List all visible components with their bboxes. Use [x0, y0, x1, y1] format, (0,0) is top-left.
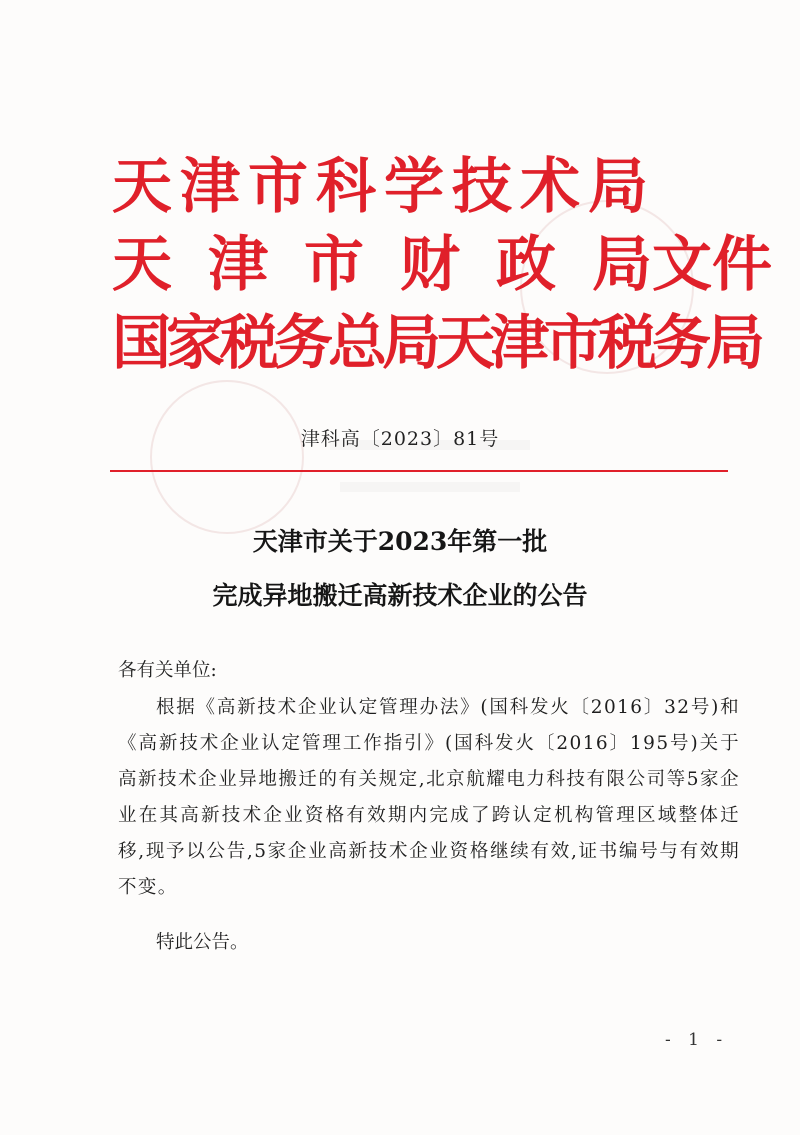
- bleed-through-seal-left: [150, 380, 304, 534]
- issuer-char: 天: [112, 230, 172, 300]
- title-line-1: 天津市关于2023年第一批: [252, 527, 548, 556]
- salutation: 各有关单位:: [118, 660, 217, 681]
- bleed-through-text: [340, 482, 520, 492]
- issuer-char: 财: [400, 230, 460, 300]
- closing-line: 特此公告。: [156, 932, 249, 953]
- title-line-2: 完成异地搬迁高新技术企业的公告: [212, 581, 588, 610]
- issuer-char: 政: [496, 230, 556, 300]
- issuer-header: [112, 148, 772, 382]
- issuer-line-tax-bureau: 国家税务总局天津市税务局: [112, 308, 761, 377]
- issuer-char: 局文件: [592, 230, 772, 300]
- issuer-line-finance-bureau: [112, 226, 772, 304]
- body-paragraph: 根据《高新技术企业认定管理办法》(国科发火〔2016〕32号)和《高新技术企业认定管理工作指引》(国科发火〔2016〕195号)关于高新技术企业异地搬迁的有关规定,北京航耀电力科技有限公司等5家企业在其高新技术企业资格有效期内完成了跨认定机构管理区域整体迁移,现予以公告,5家企业高新技术企业资格继续有效,证书编号与有效期不变。: [118, 697, 740, 898]
- red-divider-line: [110, 470, 728, 472]
- issuer-line-science-bureau: 天津市科学技术局: [112, 152, 656, 222]
- page-number: - 1 -: [665, 1030, 729, 1050]
- issuer-char: 津: [208, 230, 268, 300]
- document-number: 津科高〔2023〕81号: [300, 428, 500, 450]
- issuer-char: 市: [304, 230, 364, 300]
